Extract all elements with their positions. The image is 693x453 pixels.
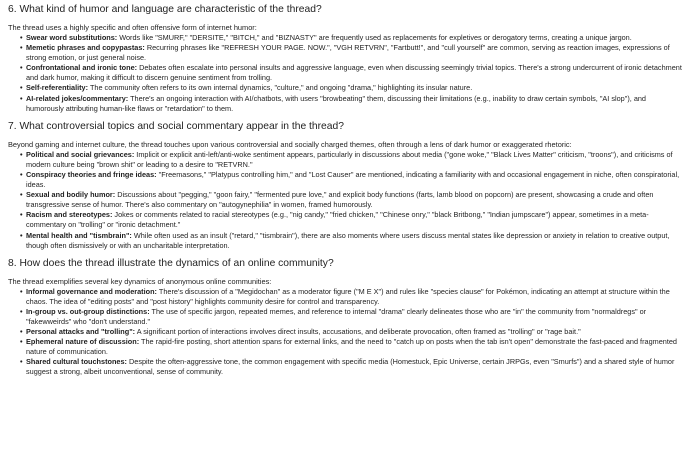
item-text: A significant portion of interactions involves direct insults, accusations, and deliberate provocation, often framed as "trolling" or "rage bait.": [135, 327, 581, 337]
list-item: [26, 83, 685, 93]
item-text: The community often refers to its own internal dynamics, "culture," and ongoing "drama," highlighting its insular nature.: [88, 83, 473, 93]
section-heading: 6. What kind of humor and language are characteristic of the thread?: [8, 4, 322, 15]
list-item: [26, 337, 685, 357]
list-item: [26, 190, 685, 210]
list-item: [26, 210, 685, 230]
item-label: Sexual and bodily humor:: [26, 190, 116, 200]
section-8-community-dynamics: [8, 257, 685, 378]
item-label: Political and social grievances:: [26, 149, 135, 159]
section-intro: Beyond gaming and internet culture, the thread touches upon various controversial and socially charged themes, often through a lens of dark humor or exaggerated rhetoric:: [8, 139, 572, 149]
item-label: Conspiracy theories and fringe ideas:: [26, 169, 157, 179]
item-text: Implicit or explicit anti-left/anti-woke sentiment appears, particularly in discussions about media ("gone woke," "Black Lives Matter" criticism, "troons"), and criticisms of modern culture being "brown shit" or leading to a desire to "RETVRN.": [26, 149, 673, 169]
item-label: Memetic phrases and copypastas:: [26, 43, 145, 53]
list-item: [26, 307, 685, 327]
item-text: Words like "SMURF," "DERSITE," "BITCH," and "BIZNASTY" are frequently used as replacements for expletives or derogatory terms, creating a unique jargon.: [117, 33, 632, 42]
item-label: Self-referentiality:: [26, 83, 89, 93]
item-text: The use of specific jargon, repeated memes, and reference to internal "drama" clearly delineates those who are "in" the community from "normaldregs" or "fakewweirds" who "don't understand.": [26, 306, 647, 326]
bullet-list: [8, 33, 685, 114]
list-item: [26, 43, 685, 63]
list-item: [26, 150, 685, 170]
section-6-humor-language: [8, 3, 685, 114]
item-label: Swear word substitutions:: [26, 33, 118, 42]
list-item: [26, 33, 685, 43]
item-label: Informal governance and moderation:: [26, 286, 157, 296]
item-text: Despite the often-aggressive tone, the common engagement with specific media (Homestuck, Epic Universe, certain JRPGs, even "Smurfs") and a shared style of humor suggest a strong, albeit unconventional, sense of community.: [26, 357, 675, 377]
list-item: [26, 170, 685, 190]
item-label: Mental health and "tismbrain":: [26, 230, 132, 240]
list-item: [26, 231, 685, 251]
section-heading: 7. What controversial topics and social commentary appear in the thread?: [8, 120, 344, 132]
item-text: There's an ongoing interaction with AI/chatbots, with users "browbeating" them, discussing their limitations (e.g., inability to draw certain symbols, "AI slop"), and humorously attributing human-like flaws or "retardation" to them.: [26, 93, 646, 113]
item-text: Recurring phrases like "REFRESH YOUR PAGE. NOW.", "VGH RETVRN", "Fartbutt!", and "cull yourself" are common, serving as reaction images, expressions of strong emotion, or just general noise.: [26, 43, 670, 63]
item-label: Racism and stereotypes:: [26, 210, 113, 220]
section-intro: The thread uses a highly specific and often offensive form of internet humor:: [8, 23, 257, 32]
list-item: [26, 63, 685, 83]
item-text: The rapid-fire posting, short attention spans for external links, and the need to "catch up on posts when the tab isn't open" demonstrate the fast-paced and fragmented nature of communication.: [26, 337, 677, 357]
item-text: Jokes or comments related to racial stereotypes (e.g., "nig candy," "fried chicken," "Chinese onry," "black Britbong," "Indian jumpscare") appear, sometimes in a meta-commentary on "trolling" or "ironic detachment.": [26, 210, 649, 230]
list-item: [26, 94, 685, 114]
item-label: Personal attacks and "trolling":: [26, 327, 136, 337]
item-label: Shared cultural touchstones:: [26, 357, 127, 367]
list-item: [26, 327, 685, 337]
item-text: "Freemasons," "Platypus controlling him," and "Lost Causer" are mentioned, indicating a familiarity with and occasional engagement in niche, often conspiratorial, ideas.: [26, 169, 680, 190]
item-text: Debates often escalate into personal insults and aggressive language, even when discussing seemingly trivial topics. There's a strong undercurrent of ironic detachment and dark humor, making it difficult to discern genuine sentiment from trolling.: [26, 63, 682, 83]
bullet-list: [8, 150, 685, 251]
list-item: [26, 287, 685, 307]
section-7-controversial-topics: [8, 120, 685, 251]
section-heading: 8. How does the thread illustrate the dynamics of an online community?: [8, 257, 334, 269]
section-intro: The thread exemplifies several key dynamics of anonymous online communities:: [8, 276, 272, 286]
list-item: [26, 357, 685, 377]
item-text: Discussions about "pegging," "goon fairy," "fermented pure love," and explicit body functions (farts, lamb blood on popcorn) are present, showcasing a crude and often transgressive sense of humor. There's also commentary on "autogynephilia" in women, framed humorously.: [26, 190, 654, 210]
item-text: While often used as an insult ("retard," "tismbrain"), there are also moments where users discuss mental states like depression or anxiety in relation to creative output, though often dismissively or with an uncharitable interpretation.: [26, 230, 670, 250]
bullet-list: [8, 287, 685, 378]
item-text: There's discussion of a "Megidochan" as a moderator figure ("M E X") and rules like "species clause" for Pokémon, indicating an attempt at structure within the chaos. The idea of "editing posts" and "post history" highlights community desire for control and transparency.: [26, 286, 670, 306]
item-label: Confrontational and ironic tone:: [26, 63, 138, 73]
item-label: In-group vs. out-group distinctions:: [26, 306, 150, 316]
item-label: AI-related jokes/commentary:: [26, 93, 129, 103]
item-label: Ephemeral nature of discussion:: [26, 337, 140, 347]
